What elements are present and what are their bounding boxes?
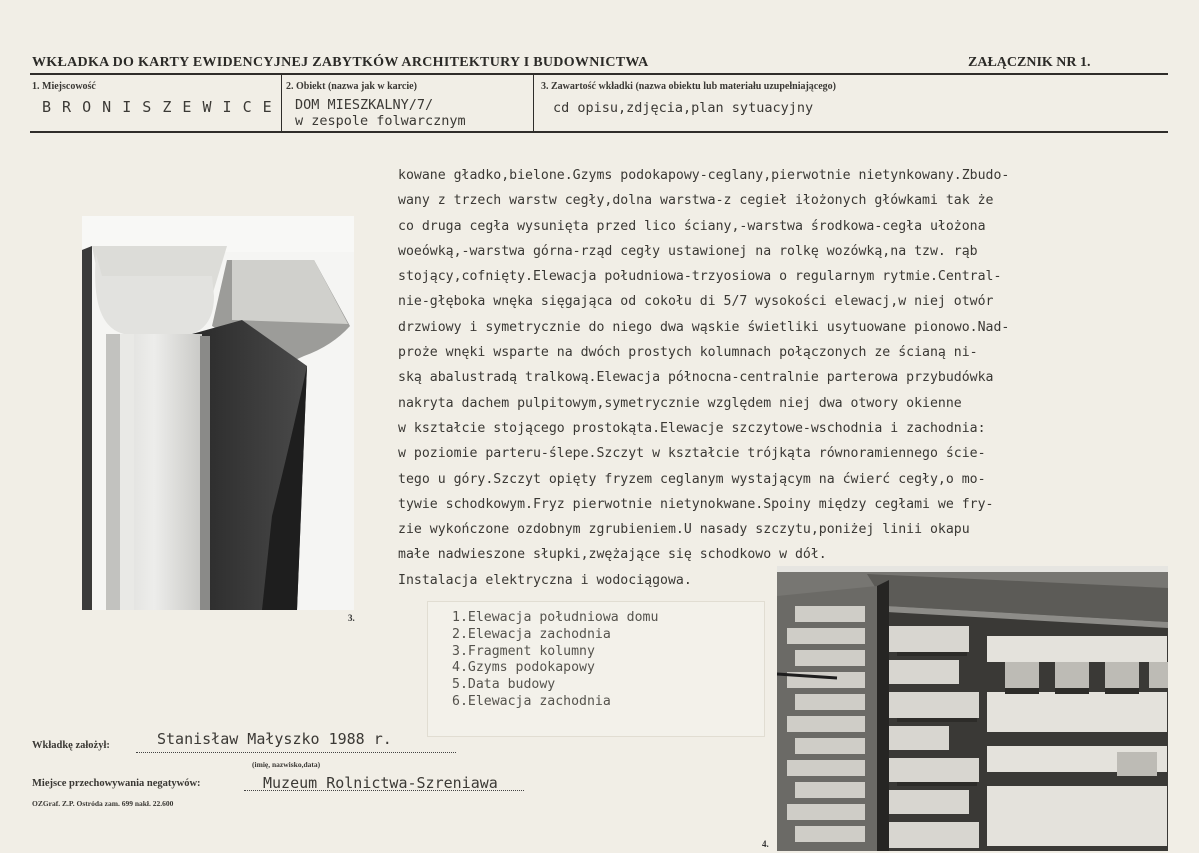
description-line: małe nadwieszone słupki,zwężające się schodkowo w dół. [398,547,827,563]
object-label: 2. Obiekt (nazwa jak w karcie) [286,81,417,92]
description-line: w poziomie parteru-ślepe.Szczyt w kształcie trójkąta równoramiennego ście- [398,446,986,462]
photo-column-fragment [82,216,354,610]
description-line: nakryta dachem pulpitowym,symetrycznie względem niej dwa otwory okienne [398,395,962,411]
caption-item: 5.Data budowy [452,677,556,693]
attachment-label: ZAŁĄCZNIK NR [968,55,1077,70]
description-line: proże wnęki wsparte na dwóch prostych kolumnach połączonych ze ścianą ni- [398,345,978,361]
field-divider-2 [533,75,534,131]
description-line: wany z trzech warstw cegły,dolna warstwa-z cegieł iłożonych główkami tak że [398,193,994,209]
description-line: nie-głęboka wnęka sięgająca od cokołu di 5/7 wysokości elewacj,w niej otwór [398,294,994,310]
locality-label: 1. Miejscowość [32,81,96,92]
description-line: stojący,cofnięty.Elewacja południowa-trzyosiowa o regularnym rytmie.Central- [398,269,1002,285]
description-line: tego u góry.Szczyt opięty fryzem ceglanym wystającym na ćwierć cegły,o mo- [398,471,986,487]
field-divider-1 [281,75,282,131]
object-value-line1: DOM MIESZKALNY/7/ [295,97,434,113]
storage-label: Miejsce przechowywania negatywów: [32,778,201,789]
description-line: Instalacja elektryczna i wodociągowa. [398,572,692,588]
description-line: w kształcie stojącego prostokąta.Elewacje szczytowe-wschodnia i zachodnia: [398,420,986,436]
description-line: kowane gładko,bielone.Gzyms podokapowy-ceglany,pierwotnie nietynkowany.Zbudo- [398,168,1010,183]
sheet-title: WKŁADKA DO KARTY EWIDENCYJNEJ ZABYTKÓW ARCHITEKTURY I BUDOWNICTWA [32,55,649,70]
photo4-number: 4. [762,839,769,849]
description-line: zie wykończone ozdobnym zgrubieniem.U nasady szczytu,poniżej linii okapu [398,522,970,538]
header-rule-top [30,73,1168,75]
author-dotted-line [136,752,456,753]
caption-item: 1.Elewacja południowa domu [452,610,659,625]
description-line: woeówką,-warstwa górna-rząd cegły ustawionej na rolkę wozówką,na tzw. rąb [398,243,978,259]
caption-item: 6.Elewacja zachodnia [452,693,611,709]
caption-item: 4.Gzyms podokapowy [452,660,595,676]
description-line: co druga cegła wysunięta przed lico ściany,-warstwa środkowa-cegła ułożona [398,218,986,234]
caption-item: 2.Elewacja zachodnia [452,626,611,642]
column-photo-svg [82,216,354,610]
description-line: ską abalustradą tralkową.Elewacja północna-centralnie parterowa przybudówka [398,370,994,386]
author-hint: (imię, nazwisko,data) [252,760,321,769]
attachment-value: 1. [1080,55,1091,70]
author-value: Stanisław Małyszko 1988 r. [157,730,392,748]
storage-value: Muzeum Rolnictwa-Szreniawa [263,774,498,792]
description-text [398,163,1158,593]
author-label: Wkładkę założył: [32,740,110,751]
header-rule-bottom [30,131,1168,133]
caption-item: 3.Fragment kolumny [452,643,595,659]
content-value: cd opisu,zdjęcia,plan sytuacyjny [553,100,814,116]
attachment-number [968,55,1091,71]
photo-captions [452,610,658,711]
cornice-photo-svg [777,566,1168,851]
object-value-line2: w zespole folwarcznym [295,113,466,129]
description-line: drzwiowy i symetrycznie do niego dwa wąskie świetliki usytuowane pionowo.Nad- [398,319,1010,335]
description-line: tywie schodkowym.Fryz pierwotnie nietynokwane.Spoiny między cegłami we fry- [398,496,994,512]
photo3-number: 3. [348,613,355,623]
photo-cornice [777,566,1168,851]
locality-value: B R O N I S Z E W I C E [42,98,273,116]
content-label: 3. Zawartość wkładki (nazwa obiektu lub materiału uzupełniającego) [541,81,837,92]
print-info: OZGraf. Z.P. Ostróda zam. 699 nakł. 22.600 [32,799,174,808]
